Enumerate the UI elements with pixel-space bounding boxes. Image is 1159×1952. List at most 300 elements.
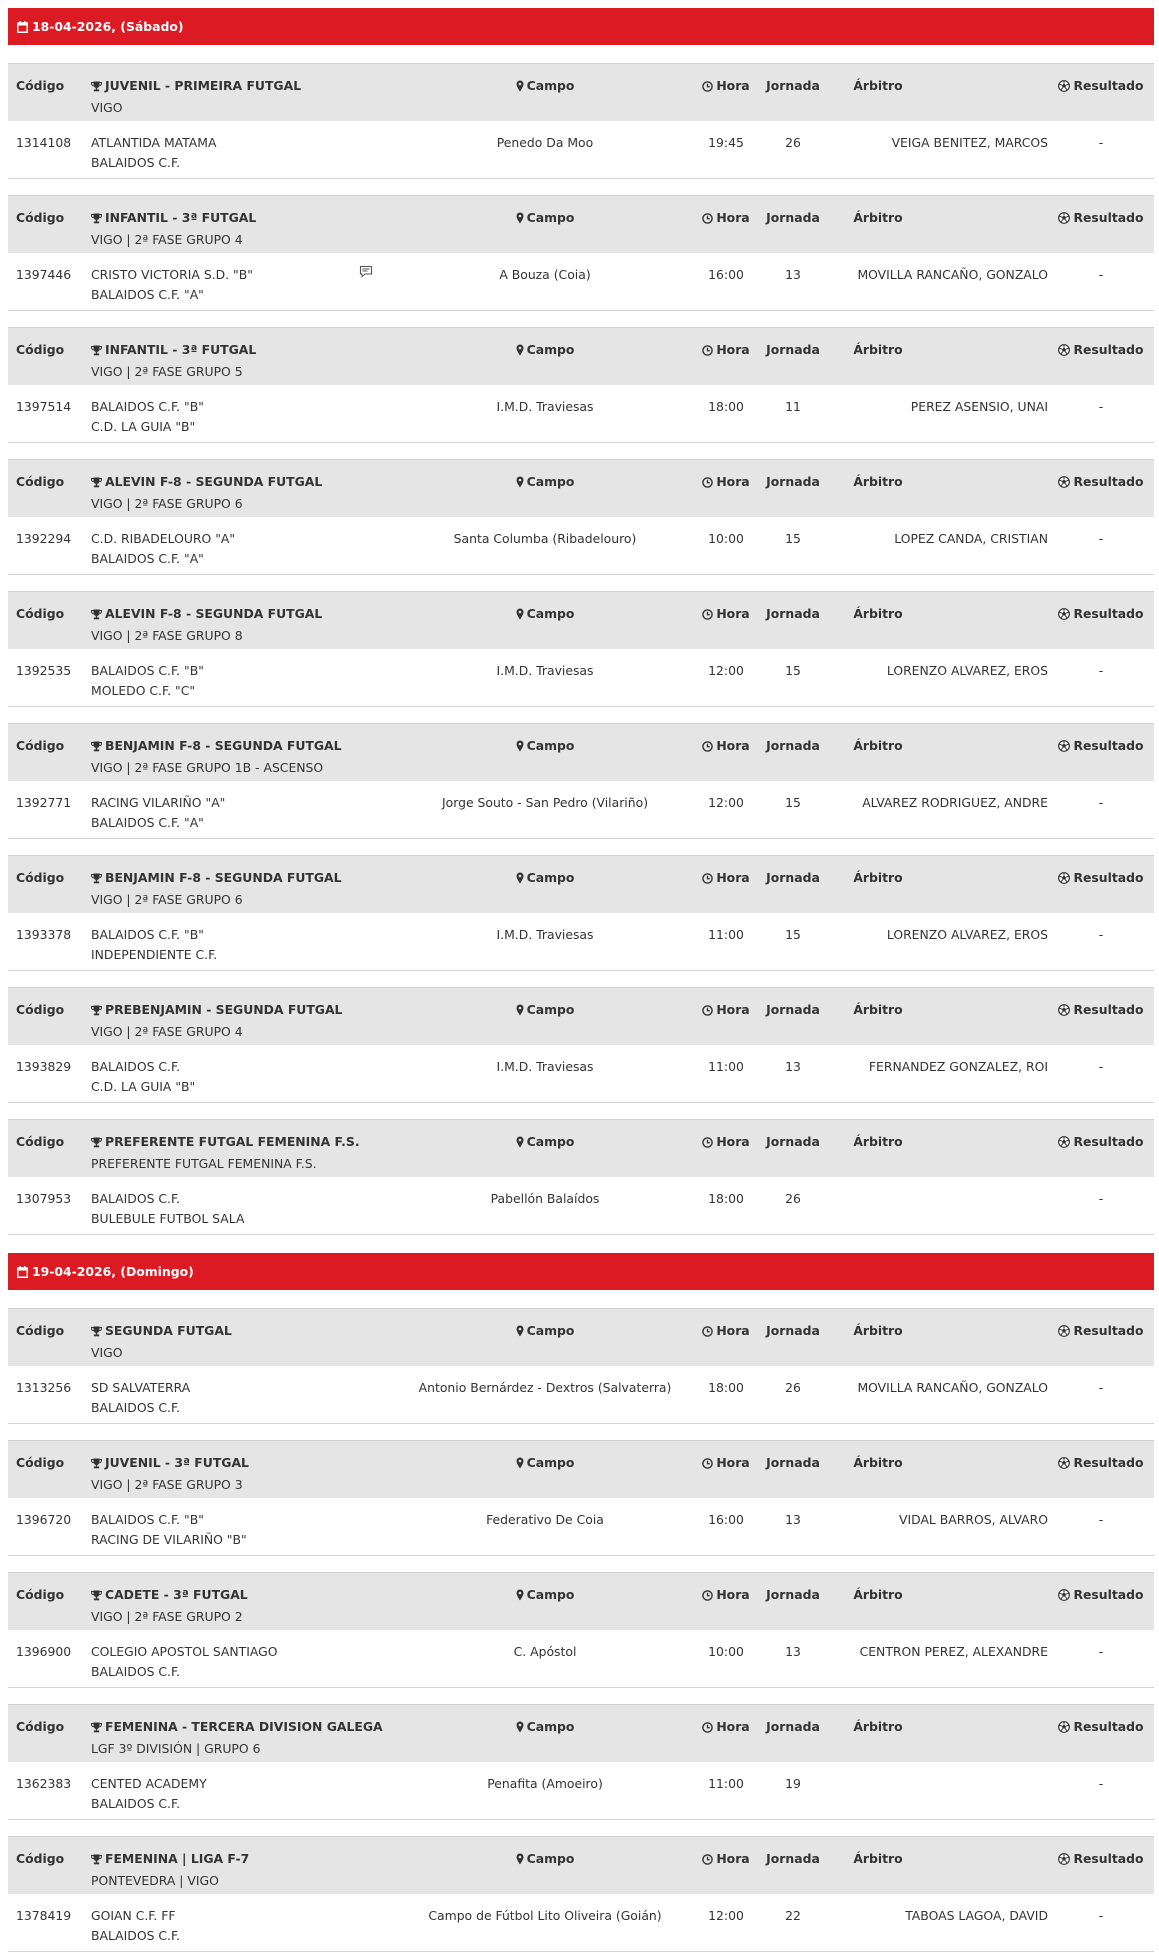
jornada-column-header: Jornada [766,78,820,93]
jornada-value: 15 [785,531,801,546]
resultado-column-header [1048,1321,1154,1343]
trophy-icon [91,1587,102,1607]
competition-name[interactable]: INFANTIL - 3ª FUTGAL [105,210,257,225]
clock-icon [702,342,713,362]
arbitro-column-header: Árbitro [853,1002,903,1017]
code-column-header: Código [16,1719,65,1734]
match-code: 1378419 [16,1908,72,1923]
match-row[interactable] [8,1762,1154,1820]
campo-value[interactable]: Jorge Souto - San Pedro (Vilariño) [441,795,649,810]
arbitro-value: LOPEZ CANDA, CRISTIAN [894,531,1048,546]
teams-cell [91,1906,180,1946]
code-column-header: Código [16,342,65,357]
hora-value: 10:00 [708,531,744,546]
match-code: 1392771 [16,795,72,810]
arbitro-value: MOVILLA RANCAÑO, GONZALO [857,1380,1048,1395]
trophy-icon [91,1455,102,1475]
day-header-bar [8,8,1154,45]
hora-label: Hora [716,1455,750,1470]
match-row[interactable] [8,517,1154,575]
resultado-column-header [1048,1000,1154,1022]
campo-value[interactable]: C. Apóstol [513,1644,577,1659]
campo-label: Campo [526,1587,575,1602]
jornada-value: 15 [785,663,801,678]
trophy-icon [91,78,102,98]
resultado-column-header [1048,1717,1154,1739]
hora-label: Hora [716,342,750,357]
home-team[interactable]: BALAIDOS C.F. [91,1059,181,1074]
campo-value[interactable]: Pabellón Balaídos [490,1191,600,1206]
competition-line [91,208,256,230]
resultado-value: - [1098,1908,1104,1923]
map-marker-icon [516,606,524,626]
jornada-value: 15 [785,795,801,810]
clock-icon [702,1455,713,1475]
match-row[interactable] [8,253,1154,311]
code-column-header: Código [16,1323,65,1338]
arbitro-column-header: Árbitro [853,738,903,753]
campo-label: Campo [526,1851,575,1866]
campo-value[interactable]: I.M.D. Traviesas [496,927,594,942]
campo-label: Campo [526,474,575,489]
hora-label: Hora [716,1719,750,1734]
teams-cell [91,1378,190,1418]
home-team[interactable]: BALAIDOS C.F. "B" [91,1512,204,1527]
soccer-ball-icon [1058,1851,1070,1871]
campo-label: Campo [526,342,575,357]
competition-group: VIGO | 2ª FASE GRUPO 2 [91,1609,243,1624]
resultado-value: - [1098,663,1104,678]
campo-value[interactable]: I.M.D. Traviesas [496,399,594,414]
hora-value: 11:00 [708,1776,744,1791]
competition-cell [91,1000,342,1042]
competition-cell [91,1849,249,1891]
away-team[interactable]: BALAIDOS C.F. [91,155,181,170]
jornada-column-header: Jornada [766,342,820,357]
away-team[interactable]: RACING DE VILARIÑO "B" [91,1532,247,1547]
resultado-value: - [1098,1512,1104,1527]
competition-name[interactable]: PREBENJAMIN - SEGUNDA FUTGAL [105,1002,343,1017]
day-header-bar [8,1253,1154,1290]
resultado-value: - [1098,795,1104,810]
competition-name[interactable]: ALEVIN F-8 - SEGUNDA FUTGAL [105,474,323,489]
resultado-column-header [1048,208,1154,230]
arbitro-column-header: Árbitro [853,1587,903,1602]
campo-label: Campo [526,78,575,93]
map-marker-icon [516,78,524,98]
resultado-label: Resultado [1073,1134,1144,1149]
jornada-column-header: Jornada [766,1851,820,1866]
calendar-icon [17,10,28,47]
clock-icon [702,1002,713,1022]
campo-value[interactable]: Penedo Da Moo [496,135,594,150]
home-team[interactable]: BALAIDOS C.F. "B" [91,927,204,942]
campo-value[interactable]: Santa Columba (Ribadelouro) [453,531,637,546]
campo-label: Campo [526,1455,575,1470]
competition-line [91,1132,360,1154]
code-column-header: Código [16,1587,65,1602]
campo-label: Campo [526,1323,575,1338]
match-row[interactable] [8,1894,1154,1952]
arbitro-column-header: Árbitro [853,1719,903,1734]
match-code: 1396900 [16,1644,72,1659]
teams-cell [91,1642,278,1682]
hora-label: Hora [716,474,750,489]
match-row[interactable] [8,1366,1154,1424]
resultado-value: - [1098,267,1104,282]
jornada-column-header: Jornada [766,1323,820,1338]
map-marker-icon [516,870,524,890]
resultado-column-header [1048,1849,1154,1871]
competition-name[interactable]: FEMENINA - TERCERA DIVISION GALEGA [105,1719,383,1734]
soccer-ball-icon [1058,474,1070,494]
match-block [8,195,1154,311]
resultado-value: - [1098,1191,1104,1206]
hora-label: Hora [716,1587,750,1602]
match-header-row [8,987,1154,1045]
clock-icon [702,1851,713,1871]
teams-cell [91,529,235,569]
arbitro-value: CENTRON PEREZ, ALEXANDRE [859,1644,1048,1659]
match-header-row [8,1704,1154,1762]
map-marker-icon [516,1134,524,1154]
competition-group: VIGO | 2ª FASE GRUPO 5 [91,364,243,379]
home-team[interactable]: SD SALVATERRA [91,1380,191,1395]
competition-cell [91,736,342,778]
campo-label: Campo [526,210,575,225]
clock-icon [702,1134,713,1154]
match-header-row [8,591,1154,649]
campo-label: Campo [526,1719,575,1734]
arbitro-column-header: Árbitro [853,1134,903,1149]
jornada-value: 26 [785,135,801,150]
resultado-value: - [1098,1059,1104,1074]
away-team[interactable]: C.D. LA GUIA "B" [91,419,196,434]
competition-name[interactable]: SEGUNDA FUTGAL [105,1323,232,1338]
competition-cell [91,1132,360,1174]
hora-value: 12:00 [708,663,744,678]
home-team[interactable]: ATLANTIDA MATAMA [91,135,217,150]
match-code: 1314108 [16,135,72,150]
competition-line [91,604,322,626]
campo-label: Campo [526,1134,575,1149]
competition-group: VIGO | 2ª FASE GRUPO 4 [91,1024,243,1039]
arbitro-column-header: Árbitro [853,78,903,93]
away-team[interactable]: BALAIDOS C.F. [91,1796,181,1811]
map-marker-icon [516,474,524,494]
match-block [8,1440,1154,1556]
day-title: 18-04-2026, (Sábado) [32,19,184,34]
match-row[interactable] [8,1630,1154,1688]
resultado-column-header [1048,604,1154,626]
teams-cell [91,1510,247,1550]
resultado-label: Resultado [1073,1719,1144,1734]
hora-label: Hora [716,1323,750,1338]
home-team[interactable]: BALAIDOS C.F. "B" [91,663,204,678]
resultado-value: - [1098,1776,1104,1791]
match-row[interactable] [8,781,1154,839]
away-team[interactable]: BALAIDOS C.F. "A" [91,287,204,302]
competition-cell [91,472,322,514]
campo-value[interactable]: I.M.D. Traviesas [496,663,594,678]
trophy-icon [91,1719,102,1739]
competition-cell [91,340,256,382]
match-header-row [8,1836,1154,1894]
home-team[interactable]: GOIAN C.F. FF [91,1908,176,1923]
away-team[interactable]: INDEPENDIENTE C.F. [91,947,218,962]
resultado-column-header [1048,472,1154,494]
match-code: 1393378 [16,927,72,942]
hora-label: Hora [716,1134,750,1149]
resultado-column-header [1048,868,1154,890]
resultado-label: Resultado [1073,1587,1144,1602]
match-block [8,855,1154,971]
code-column-header: Código [16,78,65,93]
home-team[interactable]: BALAIDOS C.F. [91,1191,181,1206]
arbitro-column-header: Árbitro [853,870,903,885]
resultado-column-header [1048,736,1154,758]
hora-label: Hora [716,1851,750,1866]
competition-line [91,1453,249,1475]
hora-label: Hora [716,210,750,225]
match-row[interactable] [8,1177,1154,1235]
match-block [8,1308,1154,1424]
resultado-column-header [1048,76,1154,98]
campo-value[interactable]: A Bouza (Coia) [499,267,591,282]
trophy-icon [91,474,102,494]
match-code: 1362383 [16,1776,72,1791]
match-code: 1307953 [16,1191,72,1206]
jornada-column-header: Jornada [766,210,820,225]
match-header-row [8,459,1154,517]
away-team[interactable]: MOLEDO C.F. "C" [91,683,196,698]
resultado-label: Resultado [1073,738,1144,753]
competition-group: VIGO | 2ª FASE GRUPO 1B - ASCENSO [91,760,324,775]
competition-name[interactable]: JUVENIL - PRIMEIRA FUTGAL [105,78,302,93]
soccer-ball-icon [1058,738,1070,758]
arbitro-value: VEIGA BENITEZ, MARCOS [891,135,1048,150]
home-team[interactable]: CRISTO VICTORIA S.D. "B" [91,267,253,282]
resultado-column-header [1048,1453,1154,1475]
competition-line [91,1321,232,1343]
soccer-ball-icon [1058,78,1070,98]
map-marker-icon [516,1851,524,1871]
match-header-row [8,1119,1154,1177]
competition-name[interactable]: ALEVIN F-8 - SEGUNDA FUTGAL [105,606,323,621]
code-column-header: Código [16,870,65,885]
match-header-row [8,1308,1154,1366]
match-code: 1313256 [16,1380,72,1395]
arbitro-value: ALVAREZ RODRIGUEZ, ANDRE [862,795,1048,810]
away-team[interactable]: BALAIDOS C.F. "A" [91,551,204,566]
trophy-icon [91,1851,102,1871]
competition-name[interactable]: BENJAMIN F-8 - SEGUNDA FUTGAL [105,738,342,753]
clock-icon [702,210,713,230]
campo-label: Campo [526,1002,575,1017]
match-code: 1393829 [16,1059,72,1074]
competition-line [91,76,301,98]
resultado-label: Resultado [1073,1851,1144,1866]
hora-value: 19:45 [708,135,744,150]
match-row[interactable] [8,1045,1154,1103]
competition-name[interactable]: PREFERENTE FUTGAL FEMENINA F.S. [105,1134,360,1149]
campo-value[interactable]: Penafita (Amoeiro) [487,1776,603,1791]
teams-cell [91,1189,244,1229]
hora-label: Hora [716,606,750,621]
clock-icon [702,1719,713,1739]
match-header-row [8,723,1154,781]
jornada-column-header: Jornada [766,1587,820,1602]
away-team[interactable]: BALAIDOS C.F. [91,1664,181,1679]
competition-line [91,1000,342,1022]
resultado-value: - [1098,1380,1104,1395]
home-team[interactable]: BALAIDOS C.F. "B" [91,399,204,414]
home-team[interactable]: RACING VILARIÑO "A" [91,795,226,810]
match-row[interactable] [8,1498,1154,1556]
soccer-ball-icon [1058,870,1070,890]
map-marker-icon [516,210,524,230]
competition-cell [91,1321,232,1363]
calendar-icon [17,1255,28,1292]
away-team[interactable]: C.D. LA GUIA "B" [91,1079,196,1094]
day-title: 19-04-2026, (Domingo) [32,1264,194,1279]
campo-value[interactable]: Campo de Fútbol Lito Oliveira (Goián) [428,1908,662,1923]
competition-line [91,868,342,890]
arbitro-column-header: Árbitro [853,1851,903,1866]
competition-group: VIGO [91,100,123,115]
match-header-row [8,63,1154,121]
competition-cell [91,1585,248,1627]
competition-name[interactable]: BENJAMIN F-8 - SEGUNDA FUTGAL [105,870,342,885]
campo-label: Campo [526,870,575,885]
jornada-value: 13 [785,267,801,282]
teams-cell [91,1057,195,1097]
jornada-value: 13 [785,1644,801,1659]
competition-name[interactable]: CADETE - 3ª FUTGAL [105,1587,248,1602]
away-team[interactable]: BALAIDOS C.F. "A" [91,815,204,830]
match-row[interactable] [8,913,1154,971]
match-header-row [8,327,1154,385]
trophy-icon [91,870,102,890]
competition-group: PONTEVEDRA | VIGO [91,1873,219,1888]
campo-value[interactable]: Antonio Bernárdez - Dextros (Salvaterra) [418,1380,672,1395]
home-team[interactable]: C.D. RIBADELOURO "A" [91,531,236,546]
clock-icon [702,1323,713,1343]
competition-cell [91,604,322,646]
arbitro-column-header: Árbitro [853,1455,903,1470]
hora-value: 10:00 [708,1644,744,1659]
competition-line [91,472,322,494]
away-team[interactable]: BALAIDOS C.F. [91,1400,181,1415]
competition-group: VIGO | 2ª FASE GRUPO 4 [91,232,243,247]
day-header [8,1253,1154,1290]
jornada-value: 19 [785,1776,801,1791]
match-block [8,1836,1154,1952]
map-marker-icon [516,1002,524,1022]
match-block [8,1704,1154,1820]
map-marker-icon [516,738,524,758]
teams-cell [91,1774,207,1814]
match-code: 1397514 [16,399,72,414]
hora-value: 12:00 [708,795,744,810]
code-column-header: Código [16,606,65,621]
match-row[interactable] [8,649,1154,707]
competition-cell [91,76,301,118]
competition-group: VIGO | 2ª FASE GRUPO 3 [91,1477,243,1492]
hora-label: Hora [716,78,750,93]
code-column-header: Código [16,1002,65,1017]
competition-line [91,736,342,758]
jornada-column-header: Jornada [766,474,820,489]
competition-group: VIGO | 2ª FASE GRUPO 6 [91,892,243,907]
campo-value[interactable]: Federativo De Coia [486,1512,604,1527]
away-team[interactable]: BALAIDOS C.F. [91,1928,181,1943]
jornada-value: 13 [785,1512,801,1527]
resultado-label: Resultado [1073,606,1144,621]
resultado-value: - [1098,135,1104,150]
match-block [8,459,1154,575]
campo-label: Campo [526,738,575,753]
jornada-column-header: Jornada [766,870,820,885]
code-column-header: Código [16,1851,65,1866]
jornada-column-header: Jornada [766,1719,820,1734]
away-team[interactable]: BULEBULE FUTBOL SALA [91,1211,245,1226]
competition-name[interactable]: JUVENIL - 3ª FUTGAL [105,1455,249,1470]
trophy-icon [91,738,102,758]
competition-line [91,1849,249,1871]
home-team[interactable]: COLEGIO APOSTOL SANTIAGO [91,1644,278,1659]
match-code: 1397446 [16,267,72,282]
match-block [8,723,1154,839]
jornada-column-header: Jornada [766,606,820,621]
soccer-ball-icon [1058,606,1070,626]
arbitro-value: VIDAL BARROS, ALVARO [898,1512,1048,1527]
soccer-ball-icon [1058,342,1070,362]
competition-group: LGF 3º DIVISIÓN | GRUPO 6 [91,1741,261,1756]
map-marker-icon [516,1587,524,1607]
match-row[interactable] [8,385,1154,443]
competition-group: VIGO [91,1345,123,1360]
competition-name[interactable]: FEMENINA | LIGA F-7 [105,1851,250,1866]
resultado-value: - [1098,1644,1104,1659]
competition-cell [91,868,342,910]
competition-line [91,1585,248,1607]
match-block [8,987,1154,1103]
jornada-value: 26 [785,1380,801,1395]
jornada-value: 26 [785,1191,801,1206]
home-team[interactable]: CENTED ACADEMY [91,1776,207,1791]
code-column-header: Código [16,1455,65,1470]
hora-value: 11:00 [708,927,744,942]
campo-label: Campo [526,606,575,621]
teams-cell [91,925,217,965]
teams-cell [91,133,216,173]
match-code: 1392535 [16,663,72,678]
match-header-row [8,195,1154,253]
match-row[interactable] [8,121,1154,179]
competition-cell [91,1717,383,1759]
competition-name[interactable]: INFANTIL - 3ª FUTGAL [105,342,257,357]
resultado-column-header [1048,1585,1154,1607]
campo-value[interactable]: I.M.D. Traviesas [496,1059,594,1074]
map-marker-icon [516,1455,524,1475]
code-column-header: Código [16,1134,65,1149]
arbitro-column-header: Árbitro [853,474,903,489]
jornada-value: 11 [785,399,801,414]
clock-icon [702,1587,713,1607]
soccer-ball-icon [1058,1719,1070,1739]
resultado-label: Resultado [1073,1455,1144,1470]
